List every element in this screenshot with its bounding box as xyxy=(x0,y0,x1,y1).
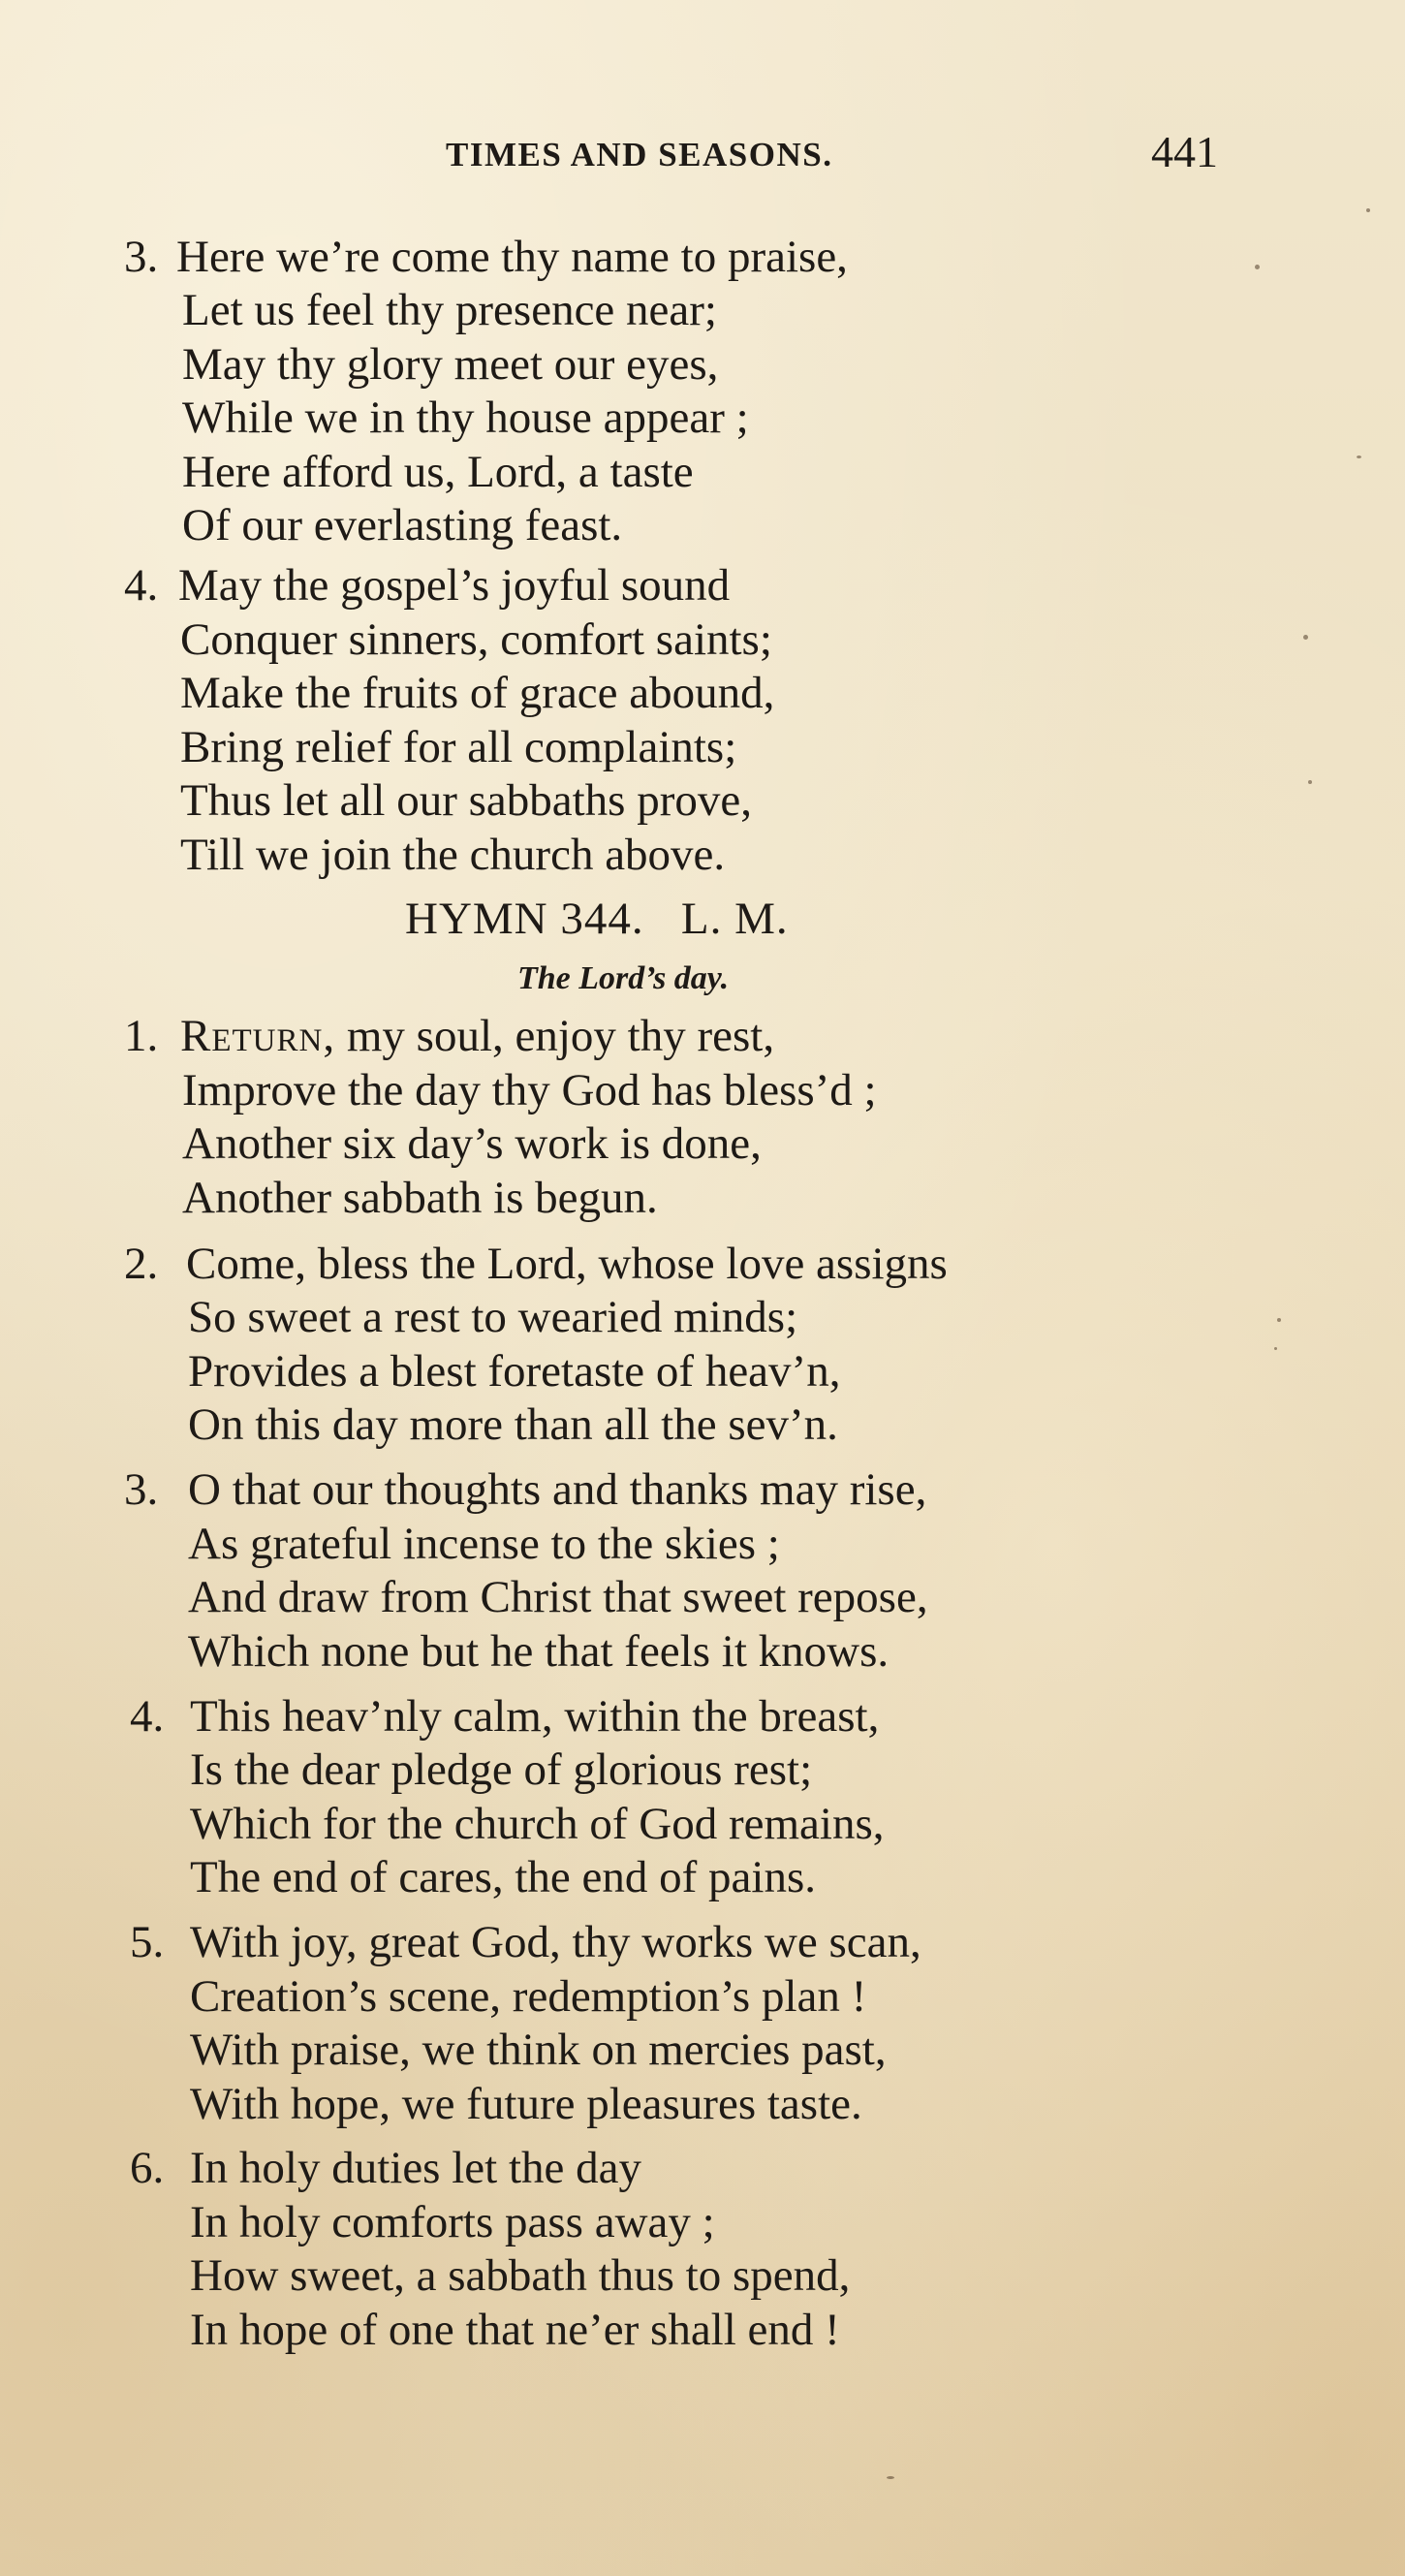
verse-line: O that our thoughts and thanks may rise, xyxy=(188,1464,927,1515)
verse-line: Which for the church of God remains, xyxy=(190,1799,885,1849)
paper-speck xyxy=(1366,208,1370,212)
verse-line: Is the dear pledge of glorious rest; xyxy=(190,1744,813,1795)
verse-line: As grateful incense to the skies ; xyxy=(188,1519,780,1569)
verse-number: 6. xyxy=(130,2143,165,2193)
hymn-title: HYMN 344. L. M. xyxy=(405,894,789,944)
paper-speck xyxy=(1277,1318,1281,1322)
paper-speck xyxy=(1357,456,1361,458)
verse-number: 3. xyxy=(124,1464,159,1515)
verse-line: This heav’nly calm, within the breast, xyxy=(190,1691,880,1742)
verse-line: Another sabbath is begun. xyxy=(182,1173,658,1223)
verse-line: How sweet, a sabbath thus to spend, xyxy=(190,2250,851,2301)
drop-word: Return, xyxy=(180,1011,336,1061)
verse-line: Conquer sinners, comfort saints; xyxy=(180,614,772,665)
verse-line: In holy duties let the day xyxy=(190,2143,641,2193)
verse-line: Let us feel thy presence near; xyxy=(182,285,717,335)
verse-line: With joy, great God, thy works we scan, xyxy=(190,1917,921,1967)
page-number: 441 xyxy=(1151,127,1218,176)
paper-speck xyxy=(1255,265,1260,269)
verse-line: The end of cares, the end of pains. xyxy=(190,1852,816,1902)
verse-line: Provides a blest foretaste of heav’n, xyxy=(188,1346,841,1397)
paper-speck xyxy=(1274,1347,1277,1350)
verse-number: 5. xyxy=(130,1917,165,1967)
verse-line: Make the fruits of grace abound, xyxy=(180,668,775,718)
verse-line: Here we’re come thy name to praise, xyxy=(176,232,848,282)
verse-line: On this day more than all the sev’n. xyxy=(188,1399,838,1450)
verse-line: With praise, we think on mercies past, xyxy=(190,2025,887,2075)
running-head: TIMES AND SEASONS. xyxy=(446,136,833,173)
verse-line: And draw from Christ that sweet repose, xyxy=(188,1572,928,1622)
verse-line: Here afford us, Lord, a taste xyxy=(182,447,694,497)
verse-line: In holy comforts pass away ; xyxy=(190,2197,715,2247)
verse-line: Of our everlasting feast. xyxy=(182,500,623,550)
verse-line: With hope, we future pleasures taste. xyxy=(190,2079,862,2129)
paper-speck xyxy=(1308,780,1312,784)
verse-line: May thy glory meet our eyes, xyxy=(182,339,719,390)
hymn-subtitle: The Lord’s day. xyxy=(517,960,730,996)
verse-line: In hope of one that ne’er shall end ! xyxy=(190,2305,840,2355)
verse-line: Creation’s scene, redemption’s plan ! xyxy=(190,1971,867,2022)
paper-speck xyxy=(887,2476,894,2479)
verse-number: 4. xyxy=(124,560,159,611)
verse-line: While we in thy house appear ; xyxy=(182,393,749,443)
verse-line: May the gospel’s joyful sound xyxy=(178,560,731,611)
verse-line: Bring relief for all complaints; xyxy=(180,722,737,772)
verse-number: 4. xyxy=(130,1691,165,1742)
verse-number: 1. xyxy=(124,1011,159,1061)
verse-line: Come, bless the Lord, whose love assigns xyxy=(186,1239,948,1289)
first-line-rest: my soul, enjoy thy rest, xyxy=(335,1011,775,1061)
verse-line: Thus let all our sabbaths prove, xyxy=(180,775,752,826)
verse-line: Another six day’s work is done, xyxy=(182,1118,762,1169)
verse-line: Till we join the church above. xyxy=(180,830,726,880)
verse-line xyxy=(180,1009,774,1063)
verse-line: So sweet a rest to wearied minds; xyxy=(188,1292,798,1342)
verse-line: Improve the day thy God has bless’d ; xyxy=(182,1065,877,1115)
verse-number: 2. xyxy=(124,1239,159,1289)
verse-number: 3. xyxy=(124,232,159,282)
paper-speck xyxy=(1303,635,1308,640)
verse-line: Which none but he that feels it knows. xyxy=(188,1626,890,1677)
